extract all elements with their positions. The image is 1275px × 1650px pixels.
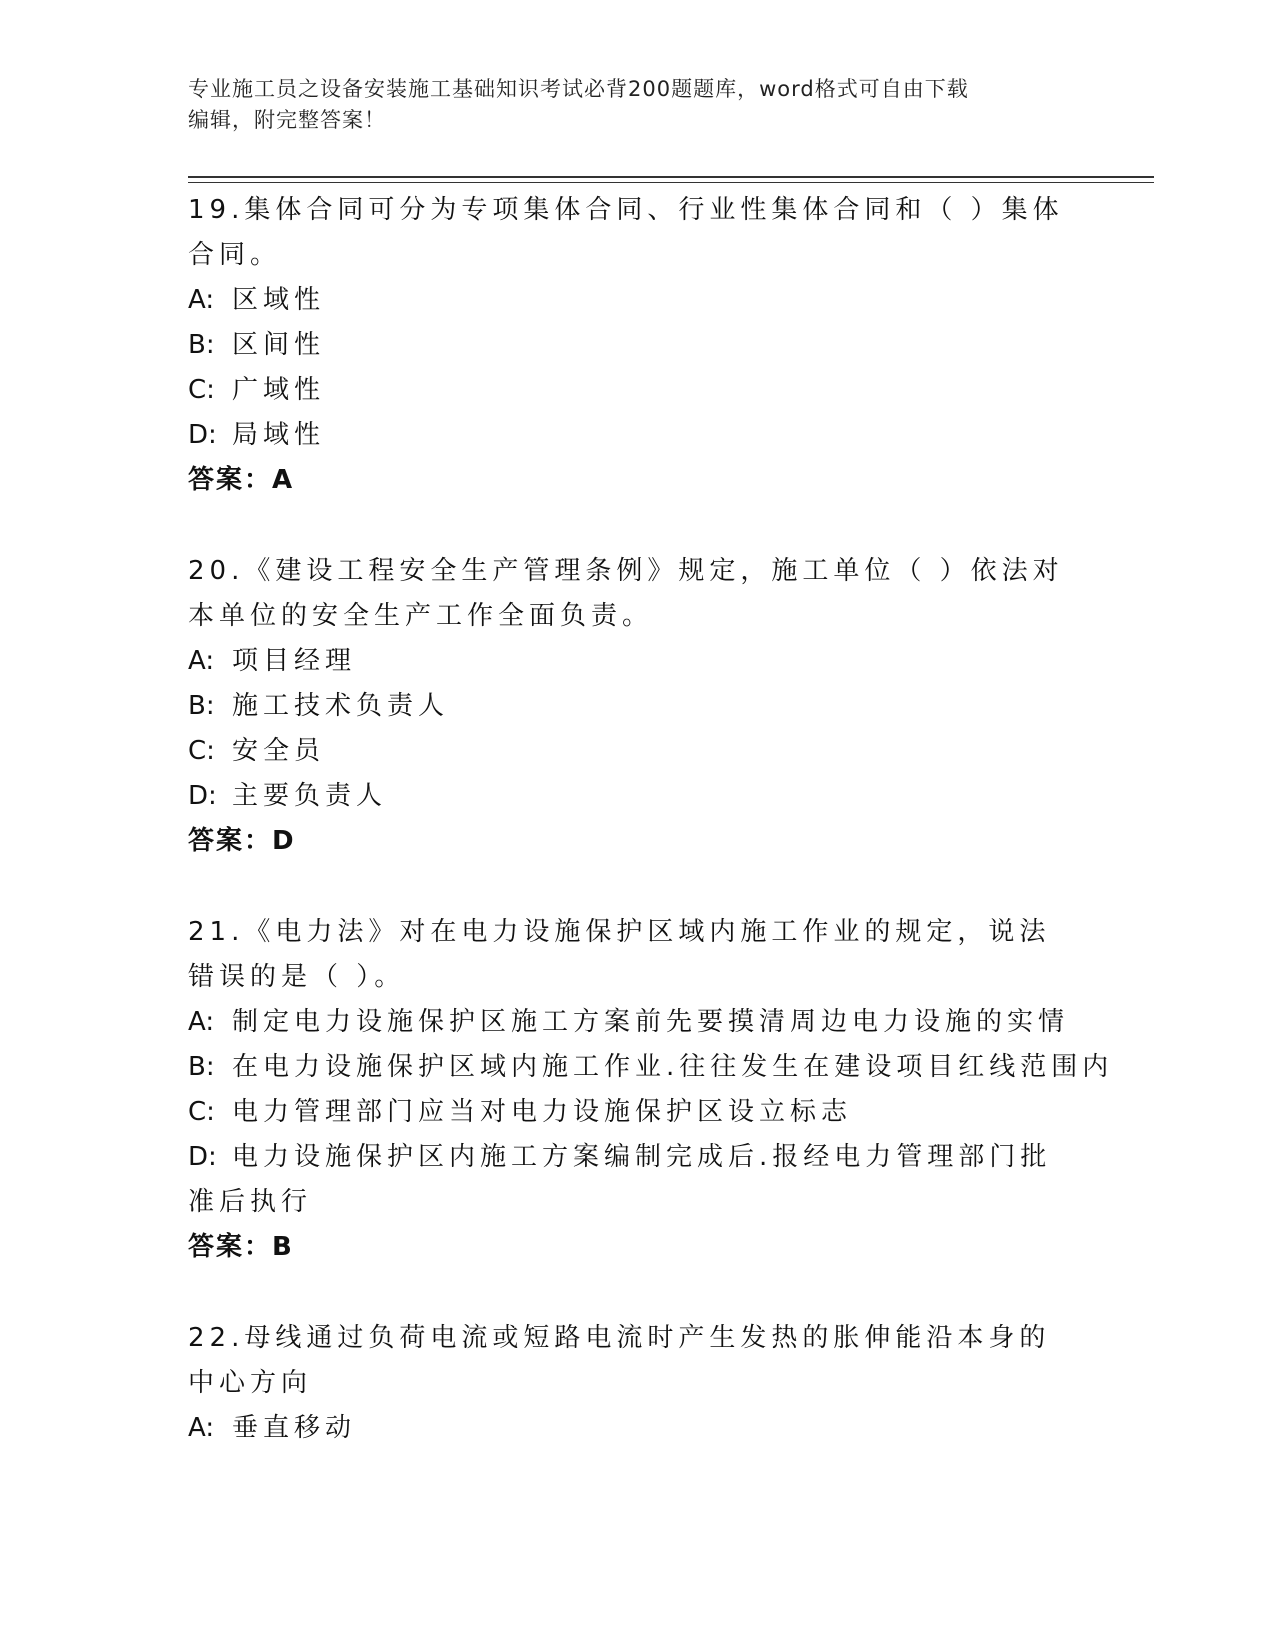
- question-21: [188, 910, 1114, 1270]
- option-a: [188, 639, 1078, 684]
- option-b: [188, 684, 1078, 729]
- header-divider-thin: [188, 182, 1154, 183]
- answer-label: 答案：B: [188, 1232, 294, 1262]
- option-text: 局域性: [232, 420, 326, 450]
- option-key: A:: [188, 1413, 215, 1443]
- option-c: [188, 368, 1078, 413]
- option-d: [188, 1135, 1078, 1225]
- option-a: [188, 1406, 1078, 1451]
- option-key: D:: [188, 1142, 217, 1172]
- option-text: 安全员: [232, 736, 326, 766]
- option-text: 施工技术负责人: [232, 691, 450, 721]
- option-a: [188, 278, 1078, 323]
- option-key: C:: [188, 1097, 215, 1127]
- header-line-2: 编辑，附完整答案！: [188, 108, 386, 132]
- question-stem: 21.《电力法》对在电力设施保护区域内施工作业的规定，说法错误的是（ ）。: [188, 917, 1051, 992]
- question-stem: 20.《建设工程安全生产管理条例》规定，施工单位（ ）依法对本单位的安全生产工作全面负责。: [188, 556, 1064, 631]
- option-key: B:: [188, 1052, 215, 1082]
- answer-label: 答案：A: [188, 465, 295, 495]
- option-d: [188, 774, 1078, 819]
- question-stem: 22.母线通过负荷电流或短路电流时产生发热的胀伸能沿本身的中心方向: [188, 1323, 1051, 1398]
- option-text: 在电力设施保护区域内施工作业.往往发生在建设项目红线范围内: [232, 1052, 1114, 1082]
- option-key: B:: [188, 691, 215, 721]
- header-divider-thick: [188, 176, 1154, 178]
- option-key: A:: [188, 285, 215, 315]
- option-text: 制定电力设施保护区施工方案前先要摸清周边电力设施的实情: [232, 1007, 1070, 1037]
- option-key: A:: [188, 1007, 215, 1037]
- question-19: [188, 188, 1078, 503]
- option-c: [188, 1090, 1078, 1135]
- option-d: [188, 413, 1078, 458]
- option-b: [188, 323, 1078, 368]
- option-b: [188, 1045, 1114, 1090]
- option-a: [188, 1000, 1078, 1045]
- question-stem: 19.集体合同可分为专项集体合同、行业性集体合同和（ ）集体合同。: [188, 195, 1064, 270]
- option-text: 区域性: [232, 285, 326, 315]
- option-text: 电力设施保护区内施工方案编制完成后.报经电力管理部门批准后执行: [188, 1142, 1052, 1217]
- option-key: C:: [188, 375, 215, 405]
- option-text: 广域性: [232, 375, 326, 405]
- option-key: A:: [188, 646, 215, 676]
- option-key: C:: [188, 736, 215, 766]
- option-key: D:: [188, 420, 217, 450]
- question-22: [188, 1316, 1078, 1451]
- option-text: 垂直移动: [232, 1413, 357, 1443]
- option-key: B:: [188, 330, 215, 360]
- question-20: [188, 549, 1078, 864]
- option-text: 区间性: [232, 330, 326, 360]
- option-text: 主要负责人: [232, 781, 388, 811]
- header-line-1: 专业施工员之设备安装施工基础知识考试必背200题题库，word格式可自由下载: [188, 77, 969, 101]
- option-key: D:: [188, 781, 217, 811]
- document-header: [188, 74, 1068, 136]
- option-text: 电力管理部门应当对电力设施保护区设立标志: [232, 1097, 853, 1127]
- option-c: [188, 729, 1078, 774]
- question-list: [188, 188, 1114, 1497]
- option-text: 项目经理: [232, 646, 357, 676]
- answer-label: 答案：D: [188, 826, 296, 856]
